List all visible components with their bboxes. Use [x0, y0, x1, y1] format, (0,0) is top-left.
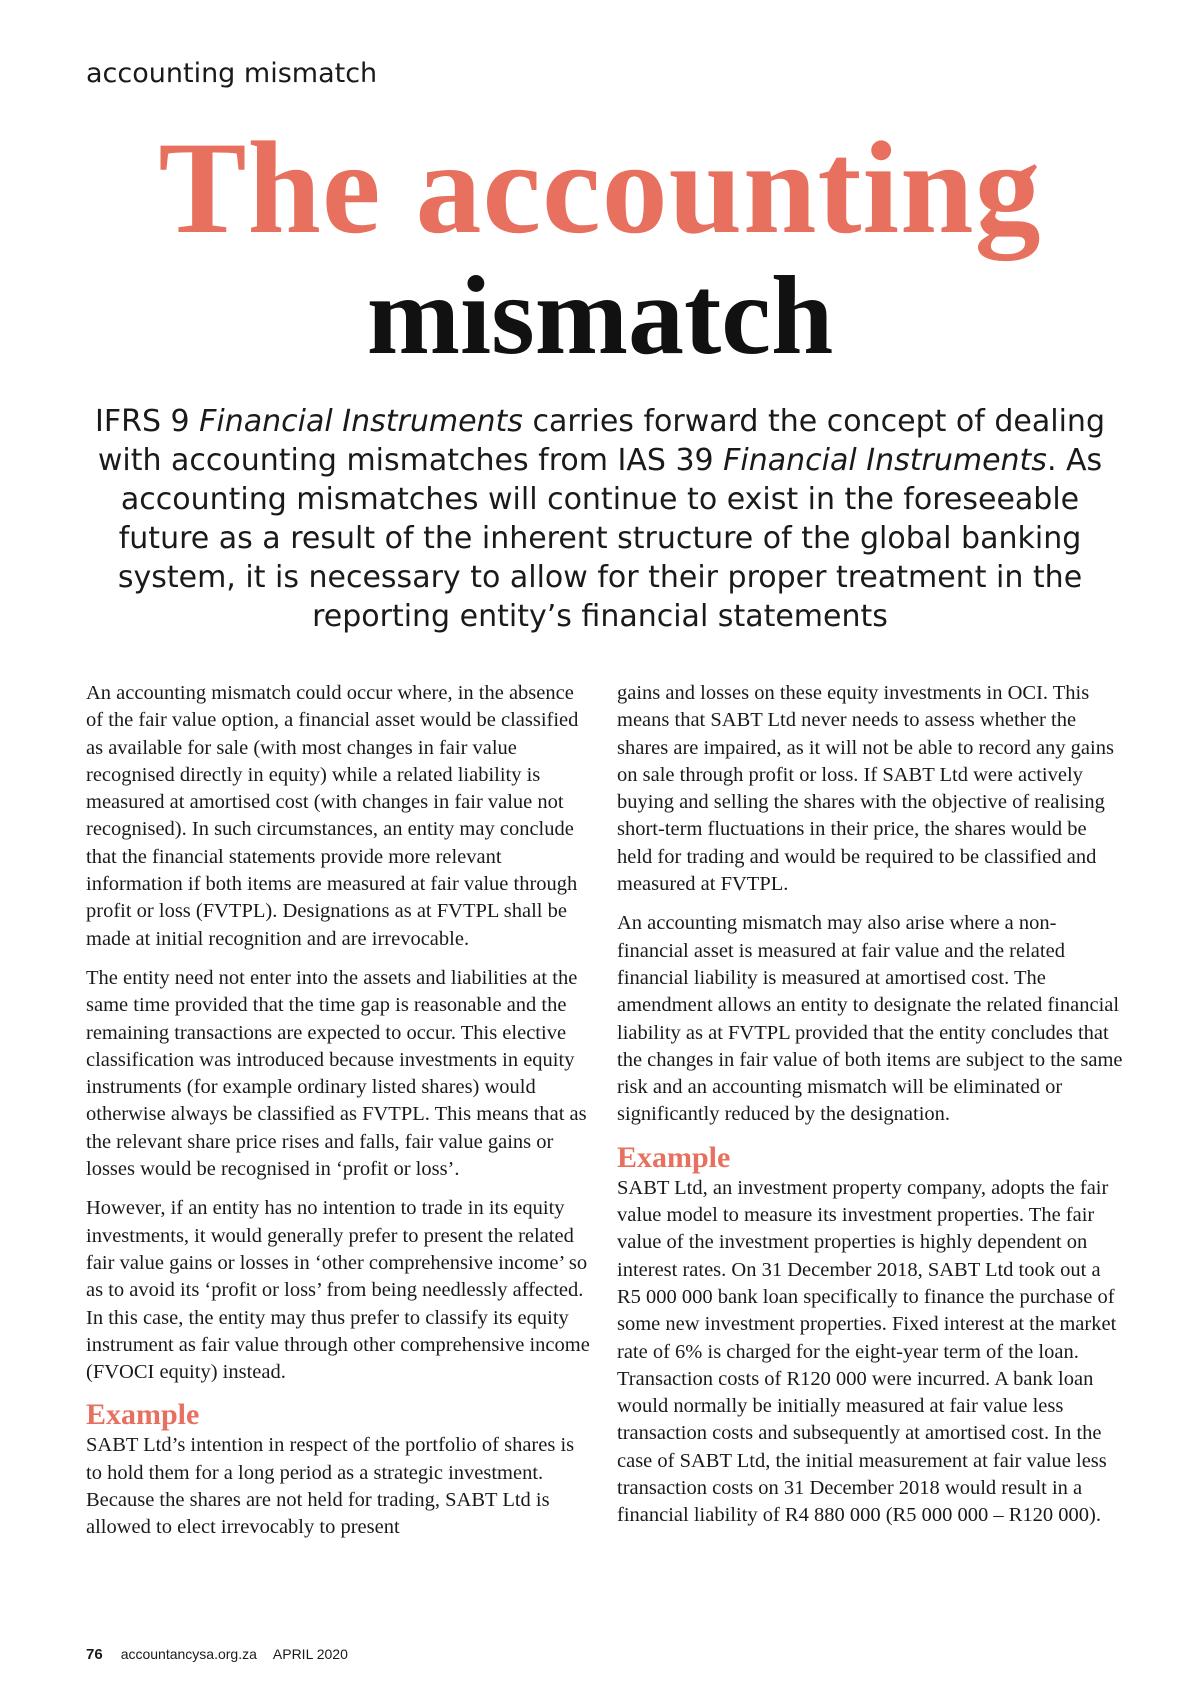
standfirst [90, 402, 1110, 636]
body-paragraph: An accounting mismatch may also arise where a non-financial asset is measured at fair value and the related financial liability is measured at amortised cost. The amendment allows an entity to designate the related financial liability as at FVTPL provided that the entity concludes that the changes in fair value of both items are subject to the same risk and an accounting mismatch will be eliminated or significantly reduced by the designation. [617, 912, 1123, 1126]
left-column [86, 680, 591, 1554]
title-line-main: mismatch [366, 254, 834, 378]
body-paragraph: SABT Ltd’s intention in respect of the portfolio of shares is to hold them for a long period as a strategic investment. Because the shares are not held for trading, SABT Ltd is allowed to elect irrevocably to present [86, 1434, 575, 1539]
example-heading: Example [86, 1398, 200, 1432]
body-paragraph: gains and losses on these equity investments in OCI. This means that SABT Ltd never needs to assess whether the shares are impaired, as it will not be able to record any gains on sale through profit or loss. If SABT Ltd were actively buying and selling the shares with the objective of realising short-term fluctuations in their price, the shares would be held for trading and would be required to be classified and measured at FVTPL. [617, 682, 1114, 896]
website-link[interactable]: accountancysa.org.za [120, 1646, 257, 1662]
right-column [617, 680, 1125, 1542]
standfirst-italic: Financial Instruments [723, 443, 1047, 478]
page-number: 76 [86, 1646, 103, 1663]
standfirst-italic: Financial Instruments [199, 404, 523, 439]
body-paragraph: SABT Ltd, an investment property company, adopts the fair value model to measure its investment properties. The fair value of the investment properties is highly dependent on interest rates. On 31 December 2018, SABT Ltd took out a R5 000 000 bank loan specifically to finance the purchase of some new investment properties. Fixed interest at the market rate of 6% is charged for the eight-year term of the loan. Transaction costs of R120 000 were incurred. A bank loan would normally be initially measured at fair value less transaction costs and subsequently at amortised cost. In the case of SABT Ltd, the initial measurement at fair value less transaction costs on 31 December 2018 would result in a financial liability of R4 880 000 (R5 000 000 – R120 000). [617, 1176, 1117, 1527]
title-line-accent: The accounting [158, 114, 1042, 261]
page-footer [86, 1646, 348, 1663]
section-label: accounting mismatch [86, 58, 378, 89]
article-title [0, 114, 1200, 378]
example-heading: Example [617, 1140, 731, 1174]
issue-date: APRIL 2020 [272, 1646, 348, 1662]
body-paragraph: However, if an entity has no intention to trade in its equity investments, it would generally prefer to present the related fair value gains or losses in ‘other comprehensive income’ so as to avoid its ‘profit or loss’ from being needlessly affected. In this case, the entity may thus prefer to classify its equity instrument as fair value through other comprehensive income (FVOCI equity) instead. [86, 1197, 590, 1384]
standfirst-text: IFRS 9 [95, 404, 200, 439]
standfirst-text: carries forward the concept of dealing with accounting mismatches from IAS 39 [97, 404, 1105, 478]
body-paragraph: An accounting mismatch could occur where, in the absence of the fair value option, a financial asset would be classified as available for sale (with most changes in fair value recognised directly in equity) while a related liability is measured at amortised cost (with changes in fair value not recognised). In such circumstances, an entity may conclude that the financial statements provide more relevant information if both items are measured at fair value through profit or loss (FVTPL). Designations as at FVTPL shall be made at initial recognition and are irrevocable. [86, 682, 579, 950]
body-paragraph: The entity need not enter into the assets and liabilities at the same time provided that the time gap is reasonable and the remaining transactions are expected to occur. This elective classification was introduced because investments in equity instruments (for example ordinary listed shares) would otherwise always be classified as FVTPL. This means that as the relevant share price rises and falls, fair value gains or losses would be recognised in ‘profit or loss’. [86, 966, 587, 1181]
standfirst-text: . As accounting mismatches will continue to exist in the foreseeable future as a result of the inherent structure of the global banking system, it is necessary to allow for their proper treatment in the reporting entity’s financial statements [117, 443, 1103, 634]
